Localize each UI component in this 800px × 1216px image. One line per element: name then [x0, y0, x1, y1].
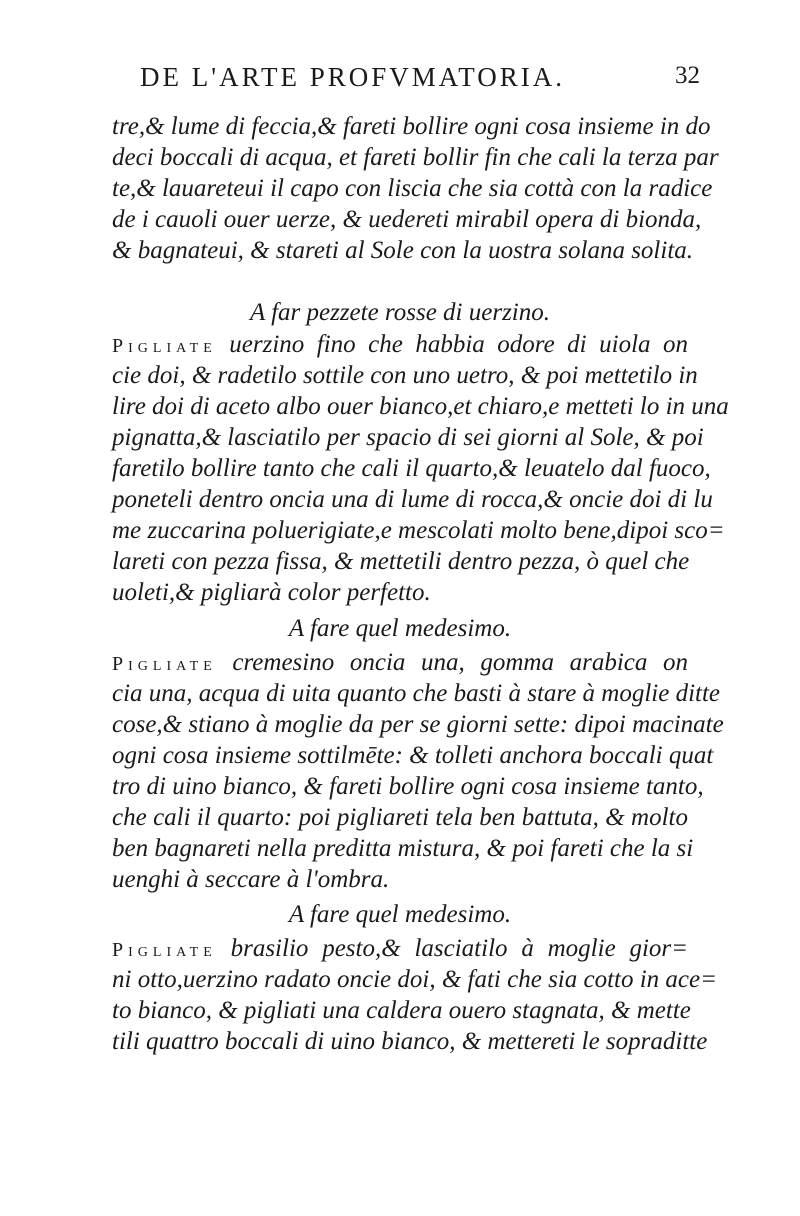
text-line: te,& lauareteui il capo con liscia che sia cottà con la radice [112, 175, 713, 202]
running-head [140, 62, 700, 102]
text-line: cia una, acqua di uita quanto che basti à stare à moglie ditte [112, 680, 721, 707]
text-line: to bianco, & pigliati una caldera ouero stagnata, & mette [112, 997, 691, 1024]
text-line: pignatta,& lasciatilo per spacio di sei giorni al Sole, & poi [112, 424, 704, 451]
text-line [112, 330, 688, 361]
lead-word: Pigliate [112, 335, 217, 357]
text-line: de i cauoli ouer uerze, & uedereti mirabil opera di bionda, [112, 206, 702, 233]
text-line-rest: brasilio pesto,& lasciatilo à moglie gior= [230, 935, 689, 962]
section-heading: A far pezzete rosse di uerzino. [250, 299, 550, 326]
text-line: & bagnateui, & stareti al Sole con la uostra solana solita. [112, 237, 694, 264]
text-line: uoleti,& pigliarà color perfetto. [112, 579, 431, 606]
text-line: cose,& stiano à moglie da per se giorni sette: dipoi macinate [112, 711, 724, 738]
text-line: che cali il quarto: poi pigliareti tela ben battuta, & molto [112, 804, 688, 831]
page-number: 32 [675, 62, 700, 89]
text-line-rest: uerzino fino che habbia odore di uiola on [229, 331, 689, 358]
text-line: tre,& lume di feccia,& fareti bollire ogni cosa insieme in do [112, 113, 711, 140]
text-line: ogni cosa insieme sottilmēte: & tolleti anchora boccali quat [112, 742, 714, 769]
text-line: ben bagnareti nella preditta mistura, & poi fareti che la si [112, 835, 694, 862]
running-title: DE L'ARTE PROFVMATORIA. [140, 62, 566, 92]
text-line: ni otto,uerzino radato oncie doi, & fati che sia cotto in ace= [112, 966, 717, 993]
text-line: faretilo bollire tanto che cali il quarto,& leuatelo dal fuoco, [112, 455, 711, 482]
text-line: tro di uino bianco, & fareti bollire ogni cosa insieme tanto, [112, 773, 704, 800]
text-line: poneteli dentro oncia una di lume di rocca,& oncie doi di lu [112, 486, 713, 513]
lead-word: Pigliate [112, 939, 217, 961]
section-heading: A fare quel medesimo. [288, 615, 512, 642]
text-line: tili quattro boccali di uino bianco, & mettereti le sopraditte [112, 1028, 708, 1055]
lead-word: Pigliate [112, 653, 217, 675]
text-line: deci boccali di acqua, et fareti bollir fin che cali la terza par [112, 144, 719, 171]
text-line [112, 934, 688, 965]
section-heading: A fare quel medesimo. [288, 901, 512, 928]
text-line: me zuccarina poluerigiate,e mescolati molto bene,dipoi sco= [112, 517, 725, 544]
text-line-rest: cremesino oncia una, gomma arabica on [232, 649, 688, 676]
text-line: cie doi, & radetilo sottile con uno uetro, & poi mettetilo in [112, 362, 698, 389]
text-line: lire doi di aceto albo ouer bianco,et chiaro,e metteti lo in una [112, 393, 729, 420]
text-line [112, 648, 688, 679]
text-line: lareti con pezza fissa, & mettetili dentro pezza, ò quel che [112, 548, 690, 575]
text-line: uenghi à seccare à l'ombra. [112, 866, 390, 893]
